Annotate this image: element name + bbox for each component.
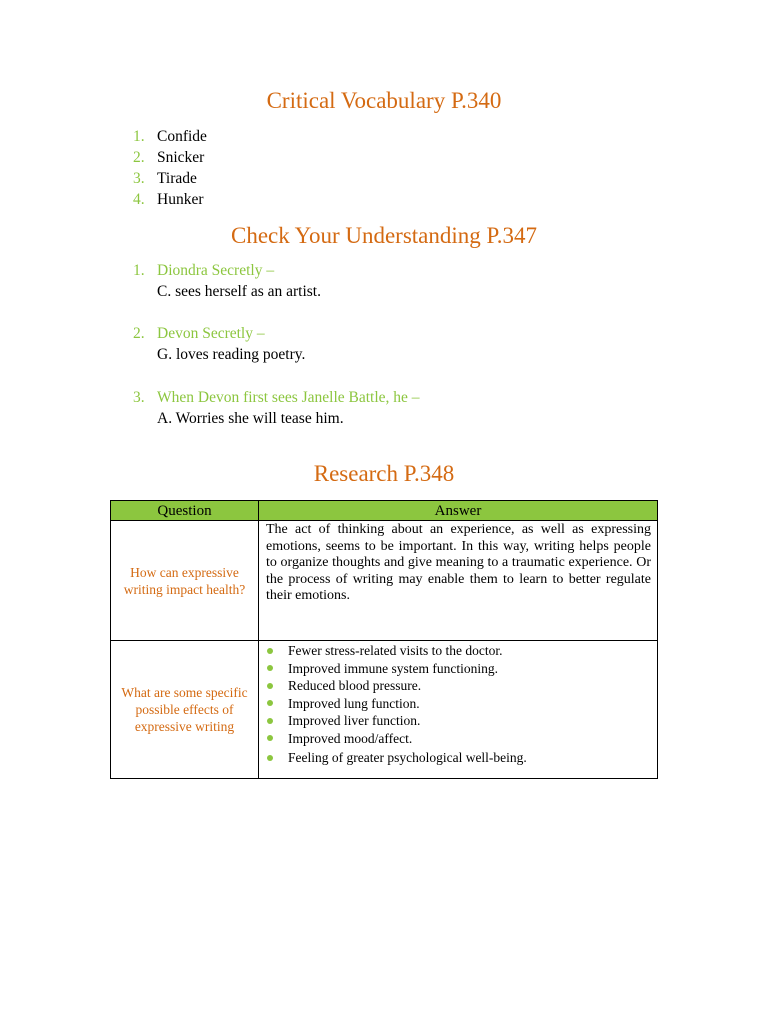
vocab-heading: Critical Vocabulary P.340: [266, 88, 502, 113]
list-item: [266, 660, 651, 678]
understanding-answer: A. Worries she will tease him.: [157, 410, 344, 427]
understanding-answer: G. loves reading poetry.: [157, 346, 306, 363]
list-number: 1.: [133, 262, 145, 279]
understanding-item: [133, 387, 420, 429]
list-item: [266, 642, 651, 660]
answer-cell: [259, 641, 658, 779]
understanding-question: [133, 387, 420, 408]
list-item: [266, 712, 651, 730]
research-table: [110, 500, 658, 779]
research-heading: Research P.348: [313, 461, 455, 486]
understanding-question: [133, 260, 321, 281]
answer-cell: The act of thinking about an experience, as well as expressing emotions, seems to be important. In this way, writing helps people to organize thoughts and give meaning to a traumatic experience. Or the process of writing may enable them to learn to better regulate their emotions.: [259, 521, 658, 641]
list-number: 3.: [133, 389, 145, 406]
table-row: [111, 521, 658, 641]
vocab-word: Hunker: [157, 191, 204, 208]
column-header-answer: Answer: [259, 501, 658, 521]
list-number: 1.: [133, 128, 145, 145]
vocab-list: [133, 126, 207, 210]
table-row: [111, 641, 658, 779]
bullet-icon: [267, 700, 273, 706]
list-number: 3.: [133, 170, 145, 187]
effects-list: [266, 642, 651, 767]
question-text: When Devon first sees Janelle Battle, he –: [157, 389, 420, 406]
list-number: 4.: [133, 191, 145, 208]
list-number: 2.: [133, 149, 145, 166]
effect-text: Improved immune system functioning.: [288, 660, 498, 676]
vocab-word: Tirade: [157, 170, 197, 187]
table-header-row: [111, 501, 658, 521]
understanding-answer: C. sees herself as an artist.: [157, 283, 321, 300]
understanding-item: [133, 260, 321, 302]
vocab-item: [133, 168, 207, 189]
understanding-question: [133, 323, 305, 344]
bullet-icon: [267, 665, 273, 671]
bullet-icon: [267, 755, 273, 761]
vocab-word: Confide: [157, 128, 207, 145]
bullet-icon: [267, 683, 273, 689]
question-text: Devon Secretly –: [157, 325, 265, 342]
vocab-item: [133, 147, 207, 168]
question-cell: How can expressive writing impact health?: [111, 521, 259, 641]
effect-text: Reduced blood pressure.: [288, 678, 422, 693]
question-text: Diondra Secretly –: [157, 262, 275, 279]
vocab-word: Snicker: [157, 149, 205, 166]
question-cell: What are some specific possible effects of expressive writing: [111, 641, 259, 779]
list-item: [266, 695, 651, 713]
effect-text: Improved liver function.: [288, 713, 421, 728]
vocab-item: [133, 189, 207, 210]
list-number: 2.: [133, 325, 145, 342]
column-header-question: Question: [111, 501, 259, 521]
effect-text: Improved mood/affect.: [288, 730, 413, 746]
effect-text: Fewer stress-related visits to the doctor.: [288, 643, 503, 658]
understanding-item: [133, 323, 305, 365]
effect-text: Improved lung function.: [288, 695, 420, 711]
list-item: [266, 749, 651, 767]
list-item: [266, 730, 651, 748]
bullet-icon: [267, 735, 273, 741]
understanding-heading: Check Your Understanding P.347: [230, 223, 538, 248]
effect-text: Feeling of greater psychological well-being.: [288, 750, 527, 765]
bullet-icon: [267, 718, 273, 724]
bullet-icon: [267, 648, 273, 654]
list-item: [266, 677, 651, 695]
vocab-item: [133, 126, 207, 147]
